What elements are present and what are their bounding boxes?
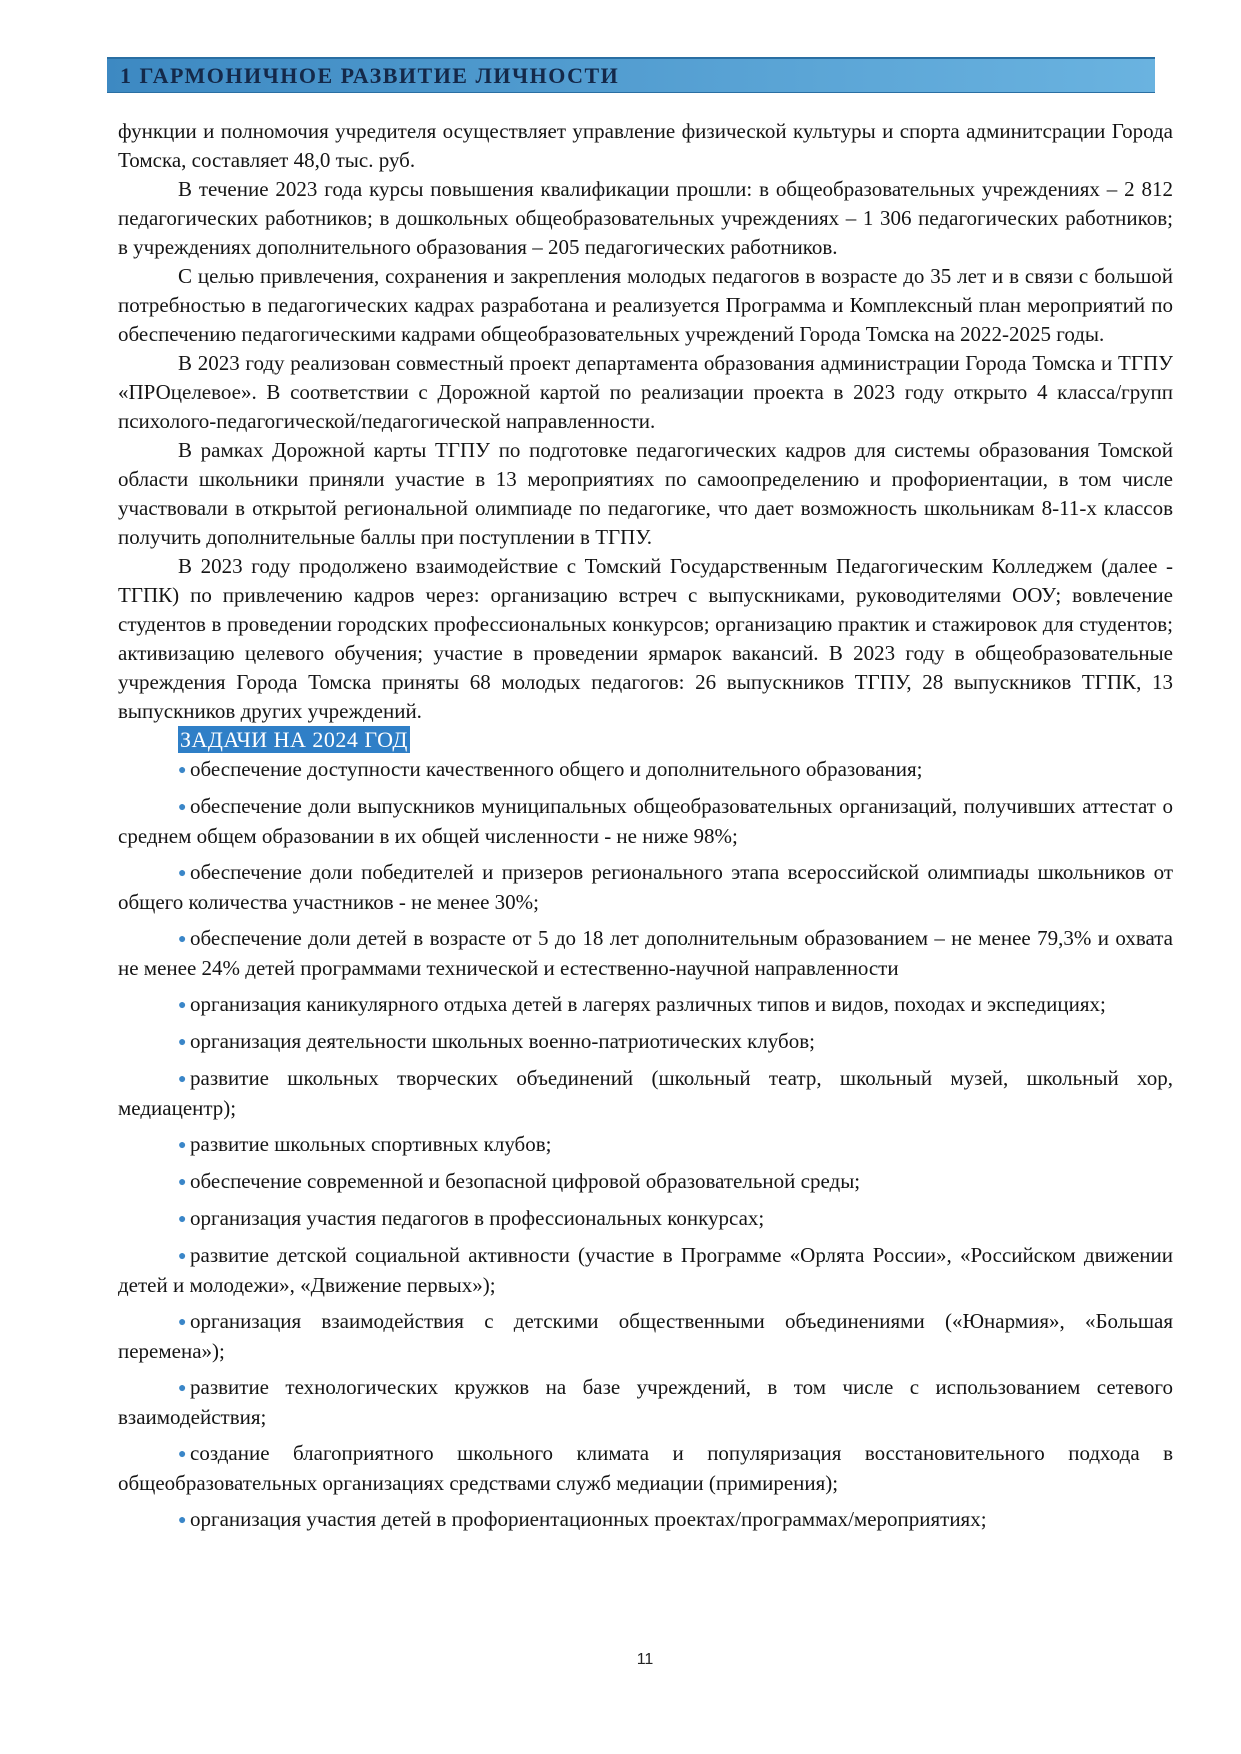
task-text: обеспечение доли победителей и призеров регионального этапа всероссийской олимпиады школьников от общего количества участников - не менее 30%; (118, 860, 1173, 914)
page-number: 11 (636, 1651, 654, 1668)
task-item (118, 990, 1173, 1020)
tasks-heading-row (118, 726, 1173, 755)
bullet-icon: ● (178, 1513, 187, 1528)
bullet-icon: ● (178, 1035, 187, 1050)
task-item (118, 1241, 1173, 1300)
task-text: развитие школьных спортивных клубов; (190, 1132, 552, 1156)
paragraph: С целью привлечения, сохранения и закрепления молодых педагогов в возрасте до 35 лет и в связи с большой потребностью в педагогических кадрах разработана и реализуется Программа и Комплексный план мероприятий по обеспечению педагогическими кадрами общеобразовательных учреждений Города Томска на 2022-2025 годы. (118, 264, 1173, 346)
task-text: обеспечение доступности качественного общего и дополнительного образования; (190, 757, 923, 781)
paragraph: В рамках Дорожной карты ТГПУ по подготовке педагогических кадров для системы образования Томской области школьники приняли участие в 13 мероприятиях по самоопределению и профориентации, в том числе участвовали в открытой региональной олимпиаде по педагогике, что дает возможность школьникам 8-11-х классов получить дополнительные баллы при поступлении в ТГПУ. (118, 438, 1173, 549)
bullet-icon: ● (178, 1315, 187, 1330)
task-text: организация каникулярного отдыха детей в лагерях различных типов и видов, походах и экспедициях; (190, 992, 1106, 1016)
task-item (118, 1204, 1173, 1234)
task-item (118, 792, 1173, 851)
paragraph: В течение 2023 года курсы повышения квалификации прошли: в общеобразовательных учреждениях – 2 812 педагогических работников; в дошкольных общеобразовательных учреждениях – 1 306 педагогических работников; в учреждениях дополнительного образования – 205 педагогических работников. (118, 177, 1173, 259)
bullet-icon: ● (178, 1072, 187, 1087)
task-item (118, 1505, 1173, 1535)
task-item (118, 924, 1173, 983)
task-item (118, 1439, 1173, 1498)
task-item (118, 1307, 1173, 1366)
task-text: создание благоприятного школьного климата и популяризация восстановительного подхода в общеобразовательных организациях средствами служб медиации (примирения); (118, 1441, 1173, 1495)
task-item (118, 1167, 1173, 1197)
section-header-bar (107, 57, 1155, 93)
task-text: развитие школьных творческих объединений (школьный театр, школьный музей, школьный хор, медиацентр); (118, 1066, 1173, 1120)
bullet-icon: ● (178, 932, 187, 947)
task-item (118, 1027, 1173, 1057)
bullet-icon: ● (178, 998, 187, 1013)
task-text: обеспечение доли выпускников муниципальных общеобразовательных организаций, получивших аттестат о среднем общем образовании в их общей численности - не ниже 98%; (118, 794, 1173, 848)
task-item (118, 1373, 1173, 1432)
task-text: развитие детской социальной активности (участие в Программе «Орлята России», «Российском движении детей и молодежи», «Движение первых»); (118, 1243, 1173, 1297)
task-text: обеспечение доли детей в возрасте от 5 до 18 лет дополнительным образованием – не менее 79,3% и охвата не менее 24% детей программами технической и естественно-научной направленности (118, 926, 1173, 980)
task-text: организация взаимодействия с детскими общественными объединениями («Юнармия», «Большая перемена»); (118, 1309, 1173, 1363)
bullet-icon: ● (178, 1249, 187, 1264)
document-body (118, 117, 1173, 1542)
bullet-icon: ● (178, 1175, 187, 1190)
paragraph: функции и полномочия учредителя осуществляет управление физической культуры и спорта админитсрации Города Томска, составляет 48,0 тыс. руб. (118, 119, 1173, 172)
paragraph: В 2023 году продолжено взаимодействие с Томский Государственным Педагогическим Колледжем (далее - ТГПК) по привлечению кадров через: организацию встреч с выпускниками, руководителями ООУ; вовлечение студентов в проведении городских профессиональных конкурсов; организацию практик и стажировок для студентов; активизацию целевого обучения; участие в проведении ярмарок вакансий. В 2023 году в общеобразовательные учреждения Города Томска приняты 68 молодых педагогов: 26 выпускников ТГПУ, 28 выпускников ТГПК, 13 выпускников других учреждений. (118, 554, 1173, 723)
task-text: обеспечение современной и безопасной цифровой образовательной среды; (190, 1169, 861, 1193)
task-text: организация участия педагогов в профессиональных конкурсах; (190, 1206, 765, 1230)
task-item (118, 755, 1173, 785)
bullet-icon: ● (178, 800, 187, 815)
task-item (118, 1130, 1173, 1160)
task-text: организация участия детей в профориентационных проектах/программах/мероприятиях; (190, 1507, 987, 1531)
bullet-icon: ● (178, 1138, 187, 1153)
tasks-heading: ЗАДАЧИ НА 2024 ГОД (180, 727, 408, 752)
bullet-icon: ● (178, 1212, 187, 1227)
bullet-icon: ● (178, 1381, 187, 1396)
task-text: развитие технологических кружков на базе учреждений, в том числе с использованием сетевого взаимодействия; (118, 1375, 1173, 1429)
section-title: 1 ГАРМОНИЧНОЕ РАЗВИТИЕ ЛИЧНОСТИ (120, 63, 620, 88)
task-item (118, 1064, 1173, 1123)
tasks-list (118, 755, 1173, 1535)
bullet-icon: ● (178, 866, 187, 881)
bullet-icon: ● (178, 1447, 187, 1462)
paragraph: В 2023 году реализован совместный проект департамента образования администрации Города Томска и ТГПУ «ПРОцелевое». В соответствии с Дорожной картой по реализации проекта в 2023 году открыто 4 класса/групп психолого-педагогической/педагогической направленности. (118, 351, 1173, 433)
task-item (118, 858, 1173, 917)
bullet-icon: ● (178, 763, 187, 778)
task-text: организация деятельности школьных военно-патриотических клубов; (190, 1029, 815, 1053)
